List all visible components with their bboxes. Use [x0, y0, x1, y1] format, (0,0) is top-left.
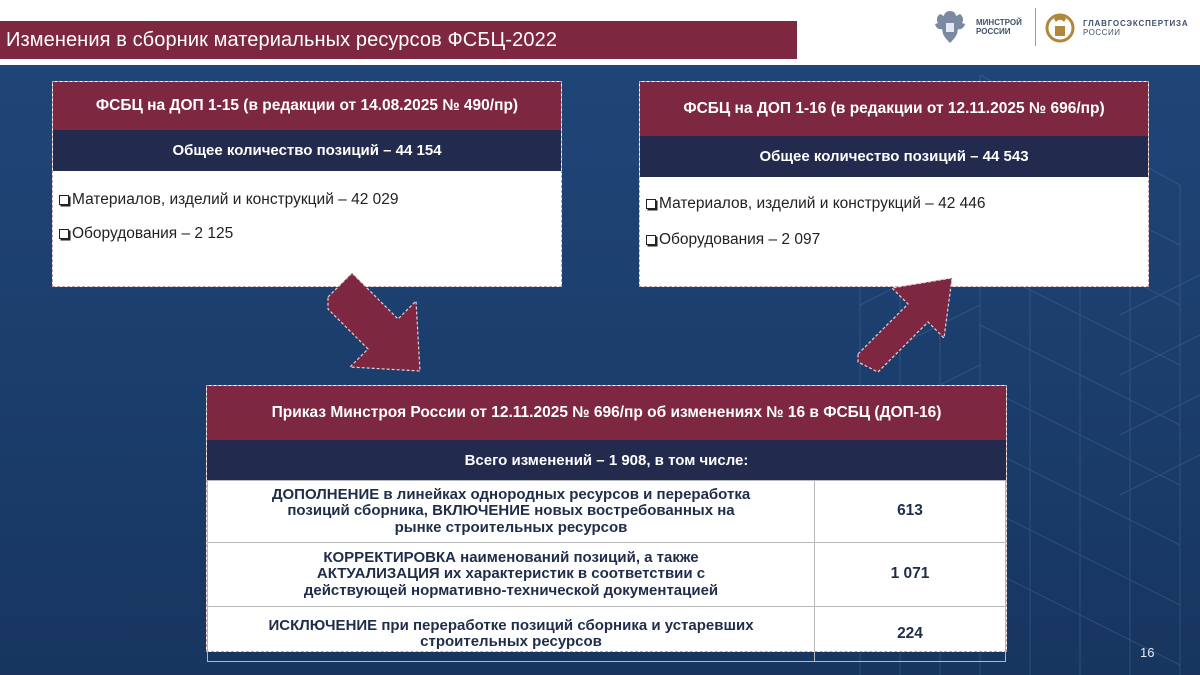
slide-title-bar	[0, 21, 797, 59]
change-count: 613	[815, 481, 1006, 543]
fsbc-dop16-card	[639, 81, 1149, 287]
table-row	[208, 543, 1006, 607]
card-header: ФСБЦ на ДОП 1-16 (в редакции от 12.11.2025 № 696/пр)	[640, 82, 1148, 136]
slide-title: Изменения в сборник материальных ресурсов ФСБЦ-2022	[6, 28, 558, 51]
arrow-down-right-icon	[320, 265, 430, 377]
checkbox-bullet-icon	[646, 199, 656, 209]
page-number: 16	[1140, 645, 1155, 660]
total-positions: Общее количество позиций – 44 543	[640, 136, 1148, 177]
change-description: ДОПОЛНЕНИЕ в линейках однородных ресурсов и переработка позиций сборника, ВКЛЮЧЕНИЕ новых востребованных на рынке строительных ресурсов	[208, 481, 815, 543]
list-item: Материалов, изделий и конструкций – 42 029	[57, 191, 561, 209]
changes-table	[207, 480, 1006, 662]
change-description: ИСКЛЮЧЕНИЕ при переработке позиций сборника и устаревших строительных ресурсов	[208, 607, 815, 662]
glavgosexpertiza-emblem-icon	[1044, 10, 1076, 44]
checkbox-bullet-icon	[646, 235, 656, 245]
list-item: Оборудования – 2 125	[57, 225, 561, 243]
minstroy-emblem-icon	[932, 8, 968, 46]
checkbox-bullet-icon	[59, 229, 69, 239]
checkbox-bullet-icon	[59, 195, 69, 205]
list-item: Материалов, изделий и конструкций – 42 446	[644, 195, 1148, 213]
minstroy-logo-text: МИНСТРОЙ РОССИИ	[976, 18, 1022, 36]
logos	[932, 6, 1194, 50]
list-item: Оборудования – 2 097	[644, 231, 1148, 249]
logo-divider	[1035, 8, 1036, 46]
total-positions: Общее количество позиций – 44 154	[53, 130, 561, 171]
fsbc-dop15-card	[52, 81, 562, 287]
table-row	[208, 481, 1006, 543]
card-body	[640, 195, 1148, 249]
total-changes: Всего изменений – 1 908, в том числе:	[207, 440, 1006, 480]
change-count: 1 071	[815, 543, 1006, 607]
card-header: ФСБЦ на ДОП 1-15 (в редакции от 14.08.2025 № 490/пр)	[53, 82, 561, 130]
glavgosexpertiza-logo-text: ГЛАВГОСЭКСПЕРТИЗА РОССИИ	[1083, 19, 1189, 37]
table-row	[208, 607, 1006, 662]
change-count: 224	[815, 607, 1006, 662]
order-header: Приказ Минстроя России от 12.11.2025 № 696/пр об изменениях № 16 в ФСБЦ (ДОП-16)	[207, 386, 1006, 440]
card-body	[53, 191, 561, 243]
change-description: КОРРЕКТИРОВКА наименований позиций, а также АКТУАЛИЗАЦИЯ их характеристик в соответствии с действующей нормативно-технической документацией	[208, 543, 815, 607]
order-changes-card	[206, 385, 1007, 652]
arrow-up-right-icon	[852, 272, 957, 382]
